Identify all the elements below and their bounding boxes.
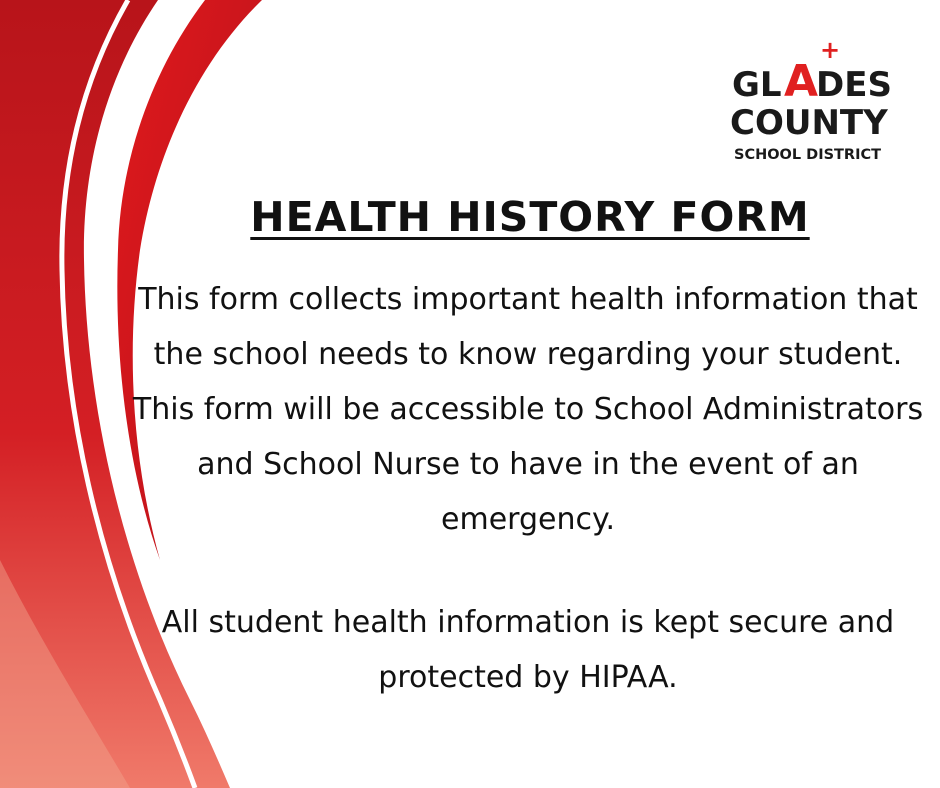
glades-county-logo: [722, 36, 922, 166]
logo-line2: COUNTY: [730, 103, 888, 143]
logo-accent-letter: A: [784, 56, 819, 107]
page-title: [150, 193, 910, 241]
logo-line3: SCHOOL DISTRICT: [734, 147, 882, 163]
logo-line1-right: DES: [816, 65, 892, 105]
description-paragraph: This form collects important health information that the school needs to know regarding your student. This form will be accessible to School Administrators and School Nurse to have in the event of an emergency.: [132, 282, 924, 537]
privacy-paragraph: All student health information is kept secure and protected by HIPAA.: [161, 605, 895, 695]
logo-plus-sign: +: [820, 36, 841, 64]
logo-line1-left: GL: [732, 65, 782, 105]
page-title-text: HEALTH HISTORY FORM: [250, 193, 810, 241]
